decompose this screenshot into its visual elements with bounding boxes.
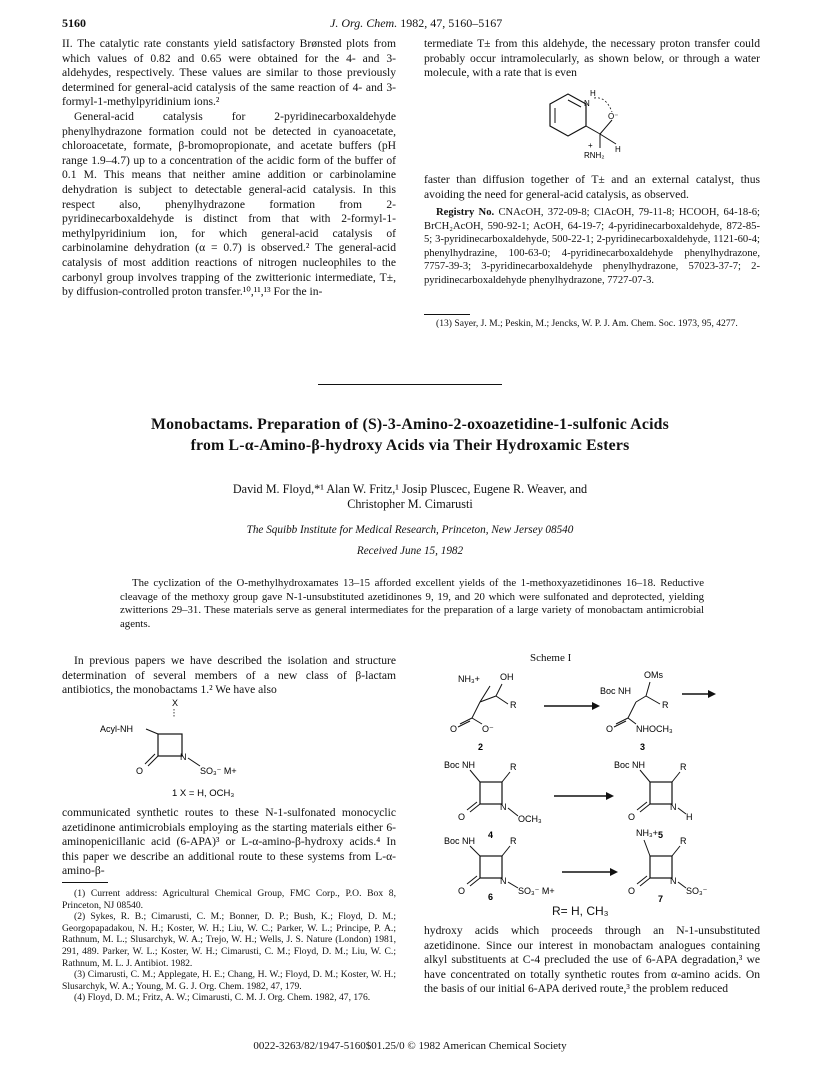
c5-boc: Boc NH	[614, 760, 646, 770]
footnote-rule	[424, 314, 470, 315]
oxide: O⁻	[608, 112, 619, 121]
c6-r: R	[510, 836, 517, 846]
c6-o: O	[458, 886, 466, 896]
footnote-3: (3) Cimarusti, C. M.; Applegate, H. E.; Chang, H. W.; Floyd, D. M.; Koster, W. H.; Slusarchyk, W. A.; Young, M. G. J. Org. Chem. 1982, 47, 179.	[62, 969, 396, 992]
c5-h: H	[686, 812, 693, 822]
section-rule	[318, 384, 502, 385]
c6-n: N	[500, 876, 507, 886]
page-number: 5160	[62, 16, 86, 30]
c5-n: N	[670, 802, 677, 812]
paragraph: faster than diffusion together of T± and an external catalyst, thus avoiding the need for general-acid catalysis, as observed.	[424, 173, 760, 201]
c7-n: N	[670, 876, 677, 886]
paragraph: II. The catalytic rate constants yield satisfactory Brønsted plots from which values of 0.82 and 0.65 were obtained for the 4- and 3-aldehydes, respectively. These values are similar to those previously determined for general-acid catalysis of the same reaction of 4- and 3-formyl-1-methylpyridinium ions.²	[62, 37, 396, 109]
c5-o: O	[628, 812, 636, 822]
footnote-rule	[62, 882, 108, 883]
c6-so3: SO₃⁻ M+	[518, 886, 555, 896]
compound-6	[444, 836, 555, 902]
authors-line-2: Christopher M. Cimarusti	[347, 497, 473, 511]
footnote-4: (4) Floyd, D. M.; Fritz, A. W.; Cimarusti, C. M. J. Org. Chem. 1982, 47, 176.	[74, 992, 371, 1004]
c4-och3: OCH₃	[518, 814, 542, 824]
n-atom: N	[180, 752, 187, 762]
c4-o: O	[458, 812, 466, 822]
c3-nhoch3: NHOCH₃	[636, 724, 673, 734]
left-column-top	[62, 37, 396, 300]
arrowhead	[606, 792, 614, 800]
authors	[60, 482, 760, 512]
c7-r: R	[680, 836, 687, 846]
c7-o: O	[628, 886, 636, 896]
c2-r: R	[510, 700, 517, 710]
arrowhead	[610, 868, 618, 876]
c4-boc: Boc NH	[444, 760, 476, 770]
c2-label: 2	[478, 742, 484, 752]
c4-n: N	[500, 802, 507, 812]
abstract: The cyclization of the O-methylhydroxamates 13–15 afforded excellent yields of the 1-methoxyazetidinones 16–18. Reductive cleavage of the methoxy group gave N-1-unsubstituted azetidinones 9, 19, and 20 which were sulfonated and deprotected, yielding zwitterions 29–31. These materials serve as general intermediates for the preparation of a large variety of monobactam antimicrobial agents.	[120, 577, 704, 630]
arrowhead	[592, 702, 600, 710]
c7-nh3: NH₃+	[636, 828, 658, 838]
monobactam-structure-1	[100, 696, 340, 800]
ring-n: N	[584, 99, 590, 108]
affiliation: The Squibb Institute for Medical Research, Princeton, New Jersey 08540	[246, 524, 574, 536]
intramolecular-transfer-structure	[520, 86, 670, 166]
intro-paragraph-2: communicated synthetic routes to these N-1-sulfonated monocyclic azetidinone antimicrobials employing as the starting materials either 6-aminopenicillanic acid (6-APA)³ or L-α-amino-β-hydroxy acids.⁴ In this paper we describe an additional route to these systems from L-α-amino-β-	[62, 806, 396, 878]
c3-boc: Boc NH	[600, 686, 632, 696]
acyl-nh: Acyl-NH	[100, 724, 133, 734]
rnh2: RNH₂	[584, 151, 605, 160]
registry-block	[424, 206, 760, 288]
c3-label: 3	[640, 742, 646, 752]
footnote-13: (13) Sayer, J. M.; Peskin, M.; Jencks, W. P. J. Am. Chem. Soc. 1973, 95, 4277.	[436, 318, 738, 329]
c3-r: R	[662, 700, 669, 710]
compound-3	[600, 670, 673, 752]
right-column-bottom: hydroxy acids which proceeds through an N-1-unsubstituted azetidinone. Since our interest in monobactam analogues containing alkyl substituents at C-4 precluded the use of 6-APA degradation,³ we have concentrated on totally synthetic routes from α-amino acids. On the basis of our initial 6-APA derived route,³ the problem reduced	[424, 924, 760, 996]
running-header	[330, 16, 502, 31]
footnotes	[62, 888, 396, 1004]
paragraph: General-acid catalysis for 2-pyridinecarboxaldehyde phenylhydrazone formation could not be detected in cyanoacetate, chloroacetate, formate, β-bromopropionate, and acetate buffers (pH range 1.9–4.7) up to a concentration of the acidic form of the buffer of 0.1 M. This means that neither amine addition or carbinolamine dehydration is subject to detectable general-acid catalysis. In this respect also, phenylhydrazone formation from 2-pyridinecarboxaldehyde is distinct from that with 2-formyl-1-methylpyridinium ion, for which general-acid catalysis of carbinolamine dehydration (α = 0.7) is observed.² The general-acid catalysis of most addition reactions of nitrogen nucleophiles to the carbonyl group involves trapping of the zwitterionic intermediate, T±, by diffusion-controlled proton transfer.¹⁰,¹¹,¹³ For the in-	[62, 109, 396, 299]
sulfonate: SO₃⁻ M+	[200, 766, 237, 776]
c4-label: 4	[488, 830, 494, 840]
c2-ominus: O⁻	[482, 724, 494, 734]
ring-h: H	[590, 89, 596, 98]
received-date: Received June 15, 1982	[356, 545, 464, 557]
r-definition: R= H, CH₃	[552, 904, 609, 918]
registry-text: CNAcOH, 372-09-8; ClAcOH, 79-11-8; HCOOH, 64-18-6; BrCH₂AcOH, 590-92-1; AcOH, 64-19-7; 4-pyridinecarboxaldehyde, 872-85-5; 3-pyridinecarboxaldehyde, 500-22-1; 2-pyridinecarboxaldehyde, 1121-60-4; phenylhydrazine, 100-63-0; 4-pyridinecarboxaldehyde phenylhydrazone, 7757-39-3; 3-pyridinecarboxaldehyde phenylhydrazone, 57023-37-7; 2-pyridinecarboxaldehyde phenylhydrazone, 7727-07-3.	[424, 207, 760, 286]
c5-r: R	[680, 762, 687, 772]
journal-name: J. Org. Chem.	[330, 16, 398, 30]
c5-label: 5	[658, 830, 664, 840]
compound-7	[628, 828, 708, 904]
c2-oh: OH	[500, 672, 514, 682]
carbonyl-o: O	[136, 766, 144, 776]
c6-label: 6	[488, 892, 494, 902]
c4-r: R	[510, 762, 517, 772]
title-line-1: Monobactams. Preparation of (S)-3-Amino-2-oxoazetidine-1-sulfonic Acids	[150, 416, 670, 433]
c2-nh3: NH₃+	[458, 674, 480, 684]
footnote-1: (1) Current address: Agricultural Chemical Group, FMC Corp., P.O. Box 8, Princeton, NJ 08540.	[62, 888, 396, 911]
c6-boc: Boc NH	[444, 836, 476, 846]
intro-paragraph-1: In previous papers we have described the isolation and structure determination of several members of a new class of β-lactam antibiotics, the monobactams 1.² We have also	[62, 654, 396, 697]
authors-line-1: David M. Floyd,*¹ Alan W. Fritz,¹ Josip Pluscec, Eugene R. Weaver, and	[232, 482, 588, 496]
scheme-title: Scheme I	[530, 652, 572, 664]
title-line-2: from L-α-Amino-β-hydroxy Acids via Their Hydroxamic Esters	[190, 437, 630, 454]
footnote-2: (2) Sykes, R. B.; Cimarusti, C. M.; Bonner, D. P.; Bush, K.; Floyd, D. M.; Georgopapadakou, N. H.; Koster, W. H.; Liu, W. C.; Parker, W. L.; Principe, P. A.; Rathnum, M. L.; Slusarchyk, W. A.; Trejo, W. H.; Wells, J. S. Nature (London) 1981, 291, 489. Parker, W. L.; Koster, W. H.; Cimarusti, C. M.; Floyd, D. M.; Liu, W. C.; Rathnum, M. L. J. Antibiot. 1982.	[62, 911, 396, 969]
compound-2	[450, 672, 517, 752]
article-title	[60, 414, 760, 456]
registry-label: Registry No.	[436, 207, 495, 218]
c7-so3: SO₃⁻	[686, 886, 708, 896]
journal-citation: 1982, 47, 5160–5167	[400, 16, 503, 30]
arrowhead	[708, 690, 716, 698]
c3-o: O	[606, 724, 614, 734]
scheme-1	[424, 666, 764, 906]
c7-label: 7	[658, 894, 664, 904]
c2-o: O	[450, 724, 458, 734]
right-column-top	[424, 37, 760, 81]
c3-oms: OMs	[644, 670, 663, 680]
paragraph: termediate T± from this aldehyde, the necessary proton transfer could probably occur intramolecularly, as shown below, or through a water molecule, with a rate that is even	[424, 37, 760, 80]
right-column-mid	[424, 173, 760, 202]
h: H	[615, 145, 621, 154]
footer: 0022-3263/82/1947-5160$01.25/0 © 1982 American Chemical Society	[253, 1040, 567, 1052]
compound-1-label: 1 X = H, OCH₃	[172, 788, 235, 799]
plus: +	[588, 141, 593, 150]
compound-4	[444, 760, 542, 840]
x-label: X	[172, 698, 179, 708]
